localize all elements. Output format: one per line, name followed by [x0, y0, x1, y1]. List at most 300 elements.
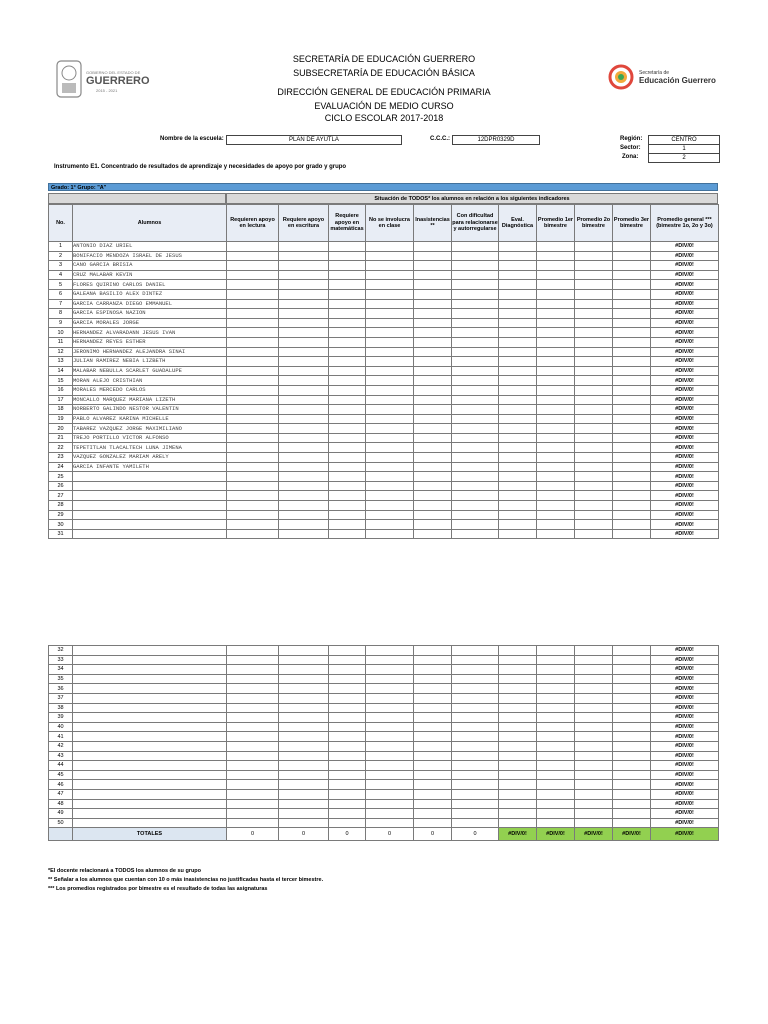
empty-cell: [452, 472, 499, 482]
empty-cell: [537, 261, 575, 271]
empty-cell: [499, 337, 537, 347]
empty-cell: [414, 780, 452, 790]
table-row: [49, 818, 719, 828]
instrument-title: Instrumento E1. Concentrado de resultados de aprendizaje y necesidades de apoyo por grado y grupo: [54, 164, 347, 170]
empty-cell: [279, 529, 329, 539]
students-table-continued: [48, 645, 719, 841]
empty-cell: [499, 433, 537, 443]
promedio-general-cell: #DIV/0!: [651, 818, 719, 828]
row-number: 18: [49, 405, 73, 415]
table-row: [49, 751, 719, 761]
empty-cell: [537, 741, 575, 751]
empty-cell: [537, 722, 575, 732]
empty-cell: [452, 280, 499, 290]
student-name: [73, 665, 227, 675]
empty-cell: [329, 337, 366, 347]
empty-cell: [537, 309, 575, 319]
logo-small-text: GOBIERNO DEL ESTADO DE: [86, 70, 141, 75]
empty-cell: [575, 357, 613, 367]
empty-cell: [575, 366, 613, 376]
empty-cell: [613, 693, 651, 703]
empty-cell: [414, 665, 452, 675]
student-name: PABLO ALVAREZ KARINA MICHELLE: [73, 414, 227, 424]
logo-years-text: 2015 - 2021: [96, 88, 118, 93]
student-name: [73, 722, 227, 732]
row-number: 3: [49, 261, 73, 271]
col-dificultad: Con dificultad para relacionarse y autorregularse: [452, 205, 499, 242]
empty-cell: [414, 809, 452, 819]
empty-cell: [575, 270, 613, 280]
empty-cell: [414, 789, 452, 799]
situation-spacer: [48, 193, 226, 204]
row-number: 47: [49, 789, 73, 799]
empty-cell: [227, 395, 279, 405]
table-row: [49, 376, 719, 386]
row-number: 21: [49, 433, 73, 443]
empty-cell: [499, 462, 537, 472]
zona-label: Zona:: [622, 154, 639, 160]
student-name: [73, 693, 227, 703]
col-matematicas: Requiere apoyo en matemáticas: [329, 205, 366, 242]
empty-cell: [227, 481, 279, 491]
table-row: [49, 357, 719, 367]
student-name: [73, 510, 227, 520]
promedio-general-cell: #DIV/0!: [651, 395, 719, 405]
empty-cell: [414, 741, 452, 751]
student-name: JERONIMO HERNANDEZ ALEJANDRA SINAI: [73, 347, 227, 357]
table-row: [49, 270, 719, 280]
promedio-general-cell: #DIV/0!: [651, 251, 719, 261]
empty-cell: [452, 424, 499, 434]
empty-cell: [279, 337, 329, 347]
empty-cell: [575, 789, 613, 799]
table-row: [49, 510, 719, 520]
empty-cell: [414, 722, 452, 732]
logo-right-big: Educación Guerrero: [639, 76, 716, 85]
row-number: 15: [49, 376, 73, 386]
student-name: [73, 646, 227, 656]
student-name: [73, 520, 227, 530]
empty-cell: [575, 809, 613, 819]
empty-cell: [329, 366, 366, 376]
empty-cell: [414, 366, 452, 376]
empty-cell: [499, 251, 537, 261]
row-number: 49: [49, 809, 73, 819]
table-row: [49, 347, 719, 357]
row-number: 12: [49, 347, 73, 357]
empty-cell: [329, 789, 366, 799]
empty-cell: [575, 453, 613, 463]
empty-cell: [329, 510, 366, 520]
empty-cell: [575, 665, 613, 675]
empty-cell: [366, 424, 414, 434]
total-value: 0: [227, 828, 279, 841]
empty-cell: [499, 309, 537, 319]
empty-cell: [575, 722, 613, 732]
col-escritura: Requiere apoyo en escritura: [279, 205, 329, 242]
promedio-general-cell: #DIV/0!: [651, 337, 719, 347]
empty-cell: [279, 780, 329, 790]
empty-cell: [329, 751, 366, 761]
empty-cell: [452, 789, 499, 799]
empty-cell: [499, 674, 537, 684]
empty-cell: [499, 424, 537, 434]
empty-cell: [227, 405, 279, 415]
empty-cell: [227, 261, 279, 271]
empty-cell: [414, 270, 452, 280]
empty-cell: [613, 713, 651, 723]
empty-cell: [613, 414, 651, 424]
empty-cell: [329, 799, 366, 809]
empty-cell: [575, 328, 613, 338]
total-average: #DIV/0!: [499, 828, 537, 841]
total-average: #DIV/0!: [575, 828, 613, 841]
empty-cell: [279, 289, 329, 299]
promedio-general-cell: #DIV/0!: [651, 280, 719, 290]
empty-cell: [613, 405, 651, 415]
empty-cell: [537, 289, 575, 299]
empty-cell: [537, 510, 575, 520]
empty-cell: [537, 780, 575, 790]
table-row: [49, 655, 719, 665]
empty-cell: [414, 318, 452, 328]
promedio-general-cell: #DIV/0!: [651, 703, 719, 713]
student-name: [73, 491, 227, 501]
empty-cell: [227, 818, 279, 828]
empty-cell: [414, 261, 452, 271]
empty-cell: [499, 684, 537, 694]
empty-cell: [366, 376, 414, 386]
empty-cell: [537, 481, 575, 491]
empty-cell: [499, 693, 537, 703]
empty-cell: [452, 405, 499, 415]
total-value: 0: [279, 828, 329, 841]
empty-cell: [329, 809, 366, 819]
empty-cell: [499, 646, 537, 656]
empty-cell: [452, 713, 499, 723]
header-line-4: EVALUACIÓN DE MEDIO CURSO: [314, 101, 454, 111]
table-row: [49, 433, 719, 443]
empty-cell: [227, 357, 279, 367]
row-number: 5: [49, 280, 73, 290]
empty-cell: [414, 376, 452, 386]
empty-cell: [279, 741, 329, 751]
empty-cell: [366, 751, 414, 761]
empty-cell: [414, 414, 452, 424]
logo-right-small: Secretaría de: [639, 70, 670, 76]
students-table: [48, 204, 719, 539]
empty-cell: [613, 280, 651, 290]
empty-cell: [613, 655, 651, 665]
promedio-general-cell: #DIV/0!: [651, 741, 719, 751]
promedio-general-cell: #DIV/0!: [651, 491, 719, 501]
empty-cell: [366, 693, 414, 703]
empty-cell: [575, 280, 613, 290]
empty-cell: [366, 405, 414, 415]
empty-cell: [613, 328, 651, 338]
empty-cell: [575, 347, 613, 357]
empty-cell: [329, 357, 366, 367]
empty-cell: [227, 462, 279, 472]
empty-cell: [499, 529, 537, 539]
empty-cell: [613, 732, 651, 742]
empty-cell: [452, 376, 499, 386]
student-name: TABAREZ VAZQUEZ JORGE MAXIMILIANO: [73, 424, 227, 434]
empty-cell: [279, 510, 329, 520]
ccc-label: C.C.C.:: [430, 136, 450, 142]
empty-cell: [575, 799, 613, 809]
empty-cell: [414, 462, 452, 472]
student-name: [73, 501, 227, 511]
row-number: 7: [49, 299, 73, 309]
empty-cell: [537, 376, 575, 386]
table-row: [49, 713, 719, 723]
table-row: [49, 251, 719, 261]
empty-cell: [575, 289, 613, 299]
empty-cell: [366, 443, 414, 453]
student-name: GARCIA CARRANZA DIEGO EMMANUEL: [73, 299, 227, 309]
empty-cell: [613, 751, 651, 761]
empty-cell: [452, 366, 499, 376]
promedio-general-cell: #DIV/0!: [651, 309, 719, 319]
empty-cell: [414, 818, 452, 828]
empty-cell: [329, 741, 366, 751]
empty-cell: [452, 337, 499, 347]
table-row: [49, 462, 719, 472]
ccc-field: 12DPR0329D: [452, 135, 540, 145]
promedio-general-cell: #DIV/0!: [651, 376, 719, 386]
empty-cell: [537, 751, 575, 761]
empty-cell: [279, 357, 329, 367]
student-name: [73, 789, 227, 799]
row-number: 48: [49, 799, 73, 809]
promedio-general-cell: #DIV/0!: [651, 366, 719, 376]
empty-cell: [366, 510, 414, 520]
empty-cell: [366, 770, 414, 780]
empty-cell: [279, 674, 329, 684]
empty-cell: [414, 529, 452, 539]
empty-cell: [613, 385, 651, 395]
empty-cell: [227, 674, 279, 684]
empty-cell: [613, 818, 651, 828]
row-number: 31: [49, 529, 73, 539]
empty-cell: [414, 713, 452, 723]
row-number: 29: [49, 510, 73, 520]
empty-cell: [537, 809, 575, 819]
empty-cell: [575, 385, 613, 395]
empty-cell: [329, 732, 366, 742]
empty-cell: [329, 414, 366, 424]
table-row: [49, 674, 719, 684]
empty-cell: [575, 501, 613, 511]
table-row: [49, 299, 719, 309]
empty-cell: [329, 713, 366, 723]
empty-cell: [575, 472, 613, 482]
promedio-general-cell: #DIV/0!: [651, 414, 719, 424]
row-number: 1: [49, 242, 73, 252]
empty-cell: [329, 289, 366, 299]
empty-cell: [279, 761, 329, 771]
empty-cell: [499, 741, 537, 751]
empty-cell: [227, 443, 279, 453]
zona-field: 2: [648, 153, 720, 163]
empty-cell: [499, 818, 537, 828]
empty-cell: [366, 289, 414, 299]
empty-cell: [227, 510, 279, 520]
row-number: 2: [49, 251, 73, 261]
table-row: [49, 491, 719, 501]
totals-spacer: [49, 828, 73, 841]
empty-cell: [366, 347, 414, 357]
empty-cell: [613, 684, 651, 694]
empty-cell: [366, 799, 414, 809]
education-guerrero-logo: [607, 60, 717, 96]
empty-cell: [537, 405, 575, 415]
grade-group-bar: Grado: 1° Grupo: "A": [48, 183, 718, 191]
empty-cell: [279, 453, 329, 463]
empty-cell: [452, 510, 499, 520]
empty-cell: [279, 646, 329, 656]
promedio-general-cell: #DIV/0!: [651, 242, 719, 252]
empty-cell: [227, 270, 279, 280]
region-field: CENTRO: [648, 135, 720, 145]
table-row: [49, 280, 719, 290]
table-row: [49, 453, 719, 463]
table-row: [49, 366, 719, 376]
promedio-general-cell: #DIV/0!: [651, 347, 719, 357]
empty-cell: [452, 674, 499, 684]
logo-big-text: GUERRERO: [86, 75, 150, 87]
empty-cell: [329, 674, 366, 684]
empty-cell: [452, 309, 499, 319]
empty-cell: [613, 501, 651, 511]
row-number: 43: [49, 751, 73, 761]
note-2: ** Señalar a los alumnos que cuentan con 10 o más inasistencias no justificadas hasta el tercer bimestre.: [48, 877, 324, 883]
empty-cell: [499, 318, 537, 328]
empty-cell: [537, 501, 575, 511]
empty-cell: [227, 761, 279, 771]
promedio-general-cell: #DIV/0!: [651, 809, 719, 819]
row-number: 28: [49, 501, 73, 511]
row-number: 6: [49, 289, 73, 299]
empty-cell: [537, 713, 575, 723]
empty-cell: [575, 337, 613, 347]
row-number: 25: [49, 472, 73, 482]
empty-cell: [537, 732, 575, 742]
row-number: 22: [49, 443, 73, 453]
empty-cell: [329, 703, 366, 713]
empty-cell: [227, 433, 279, 443]
table-row: [49, 693, 719, 703]
empty-cell: [329, 646, 366, 656]
empty-cell: [366, 501, 414, 511]
empty-cell: [575, 703, 613, 713]
empty-cell: [414, 328, 452, 338]
row-number: 4: [49, 270, 73, 280]
empty-cell: [414, 299, 452, 309]
student-name: MORAN ALEJO CRISTHIAN: [73, 376, 227, 386]
empty-cell: [537, 357, 575, 367]
table-row: [49, 405, 719, 415]
empty-cell: [414, 646, 452, 656]
empty-cell: [613, 780, 651, 790]
empty-cell: [499, 732, 537, 742]
empty-cell: [575, 309, 613, 319]
empty-cell: [329, 818, 366, 828]
empty-cell: [414, 337, 452, 347]
empty-cell: [279, 501, 329, 511]
row-number: 42: [49, 741, 73, 751]
promedio-general-cell: #DIV/0!: [651, 655, 719, 665]
empty-cell: [227, 453, 279, 463]
empty-cell: [329, 761, 366, 771]
student-name: FLORES QUIRINO CARLOS DANIEL: [73, 280, 227, 290]
guerrero-government-logo: [56, 60, 150, 100]
empty-cell: [414, 424, 452, 434]
promedio-general-cell: #DIV/0!: [651, 674, 719, 684]
promedio-general-cell: #DIV/0!: [651, 443, 719, 453]
empty-cell: [227, 347, 279, 357]
empty-cell: [329, 770, 366, 780]
empty-cell: [279, 693, 329, 703]
empty-cell: [575, 741, 613, 751]
empty-cell: [452, 751, 499, 761]
empty-cell: [452, 270, 499, 280]
empty-cell: [537, 693, 575, 703]
empty-cell: [279, 732, 329, 742]
state-seal-icon: [56, 60, 82, 98]
empty-cell: [329, 443, 366, 453]
situation-header: Situación de TODOS* los alumnos en relación a los siguientes indicadores: [226, 193, 718, 204]
promedio-general-cell: #DIV/0!: [651, 510, 719, 520]
promedio-general-cell: #DIV/0!: [651, 722, 719, 732]
empty-cell: [279, 328, 329, 338]
empty-cell: [227, 424, 279, 434]
table-row: [49, 424, 719, 434]
empty-cell: [452, 809, 499, 819]
table-row: [49, 318, 719, 328]
table-row: [49, 529, 719, 539]
empty-cell: [613, 703, 651, 713]
empty-cell: [414, 501, 452, 511]
empty-cell: [329, 261, 366, 271]
row-number: 17: [49, 395, 73, 405]
empty-cell: [366, 337, 414, 347]
empty-cell: [414, 347, 452, 357]
student-name: GALEANA BASILIO ALEX DINTEZ: [73, 289, 227, 299]
row-number: 45: [49, 770, 73, 780]
empty-cell: [537, 646, 575, 656]
student-name: BONIFACIO MENDOZA ISRAEL DE JESUS: [73, 251, 227, 261]
empty-cell: [575, 732, 613, 742]
empty-cell: [227, 385, 279, 395]
empty-cell: [537, 799, 575, 809]
empty-cell: [613, 770, 651, 780]
promedio-general-cell: #DIV/0!: [651, 405, 719, 415]
note-1: *El docente relacionará a TODOS los alumnos de su grupo: [48, 868, 202, 874]
empty-cell: [499, 299, 537, 309]
empty-cell: [613, 453, 651, 463]
empty-cell: [575, 318, 613, 328]
empty-cell: [279, 251, 329, 261]
student-name: [73, 741, 227, 751]
empty-cell: [414, 405, 452, 415]
empty-cell: [366, 328, 414, 338]
row-number: 32: [49, 646, 73, 656]
empty-cell: [499, 347, 537, 357]
student-name: [73, 684, 227, 694]
row-number: 36: [49, 684, 73, 694]
